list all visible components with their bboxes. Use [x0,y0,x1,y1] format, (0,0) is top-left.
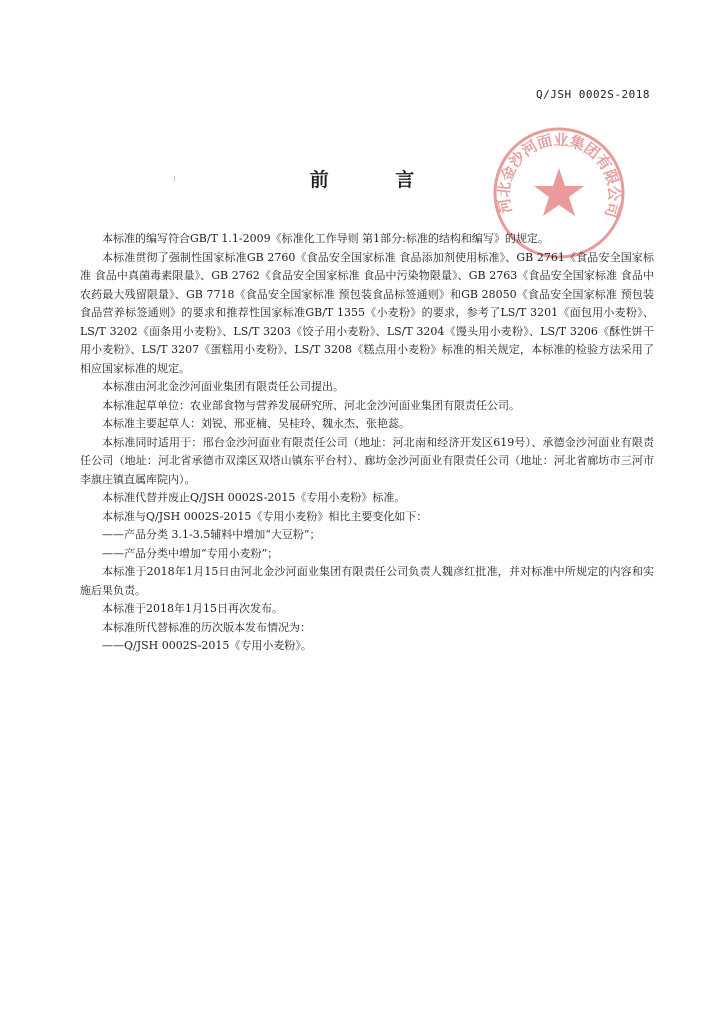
paragraph: 本标准与Q/JSH 0002S-2015《专用小麦粉》相比主要变化如下： [102,509,428,523]
paragraph: 本标准所代替标准的历次版本发布情况为： [102,620,311,634]
paragraph: 本标准同时适用于：邢台金沙河面业有限责任公司（地址：河北南和经济开发区619号）、承德金沙河面业有限责任公司（地址：河北省承德市双滦区双塔山镇东平台村）、廊坊金沙河面业有限责任公司（地址：河北省廊坊市三河市李旗庄镇直属库院内）。 [80,435,654,486]
paragraph: 本标准由河北金沙河面业集团有限责任公司提出。 [102,380,344,393]
paragraph: 本标准于2018年1月15日再次发布。 [102,602,283,615]
standard-code: Q/JSH 0002S-2018 [536,88,650,101]
paragraph: 本标准于2018年1月15日由河北金沙河面业集团有限责任公司负责人魏彦红批准，并对标准中所规定的内容和实施后果负责。 [80,565,654,597]
change-item: ——产品分类 3.1-3.5辅料中增加“大豆粉”； [102,528,321,541]
page-title: 前 言 [309,169,445,191]
paragraph: 本标准代替并废止Q/JSH 0002S-2015《专用小麦粉》标准。 [102,491,406,504]
paragraph: 本标准起草单位：农业部食物与营养发展研究所、河北金沙河面业集团有限责任公司。 [102,398,520,412]
scan-speck [174,176,175,181]
change-item: ——产品分类中增加“专用小麦粉”； [102,546,279,560]
paragraph: 本标准贯彻了强制性国家标准GB 2760《食品安全国家标准 食品添加剂使用标准》、GB 2761《食品安全国家标准 食品中真菌毒素限量》、GB 2762《食品安全国家标准 食品中污染物限量》、GB 2763《食品安全国家标准 食品中农药最大残留限量》、GB 7718《食品安全国家标准 预包装食品标签通则》和GB 28050《食品安全国家标准 预包装食品营养标签通则》的要求和推荐性国家标准GB/T 1355《小麦粉》的要求，参考了LS/T 3201《面包用小麦粉》、LS/T 3202《面条用小麦粉》、LS/T 3203《饺子用小麦粉》、LS/T 3204《馒头用小麦粉》、LS/T 3206《酥性饼干用小麦粉》、LS/T 3207《蛋糕用小麦粉》、LS/T 3208《糕点用小麦粉》标准的相关规定，本标准的检验方法采用了相应国家标准的规定。 [80,250,654,375]
version-item: ——Q/JSH 0002S-2015《专用小麦粉》。 [102,639,312,652]
paragraph: 本标准的编写符合GB/T 1.1-2009《标准化工作导则 第1部分:标准的结构和编写》的规定。 [102,232,549,245]
paragraph: 本标准主要起草人：刘锐、邢亚楠、吴桂玲、魏永杰、张艳蕊。 [102,417,410,430]
document-body [80,230,654,656]
seal-text: 河北金沙河面业集团有限公司 [494,130,624,220]
